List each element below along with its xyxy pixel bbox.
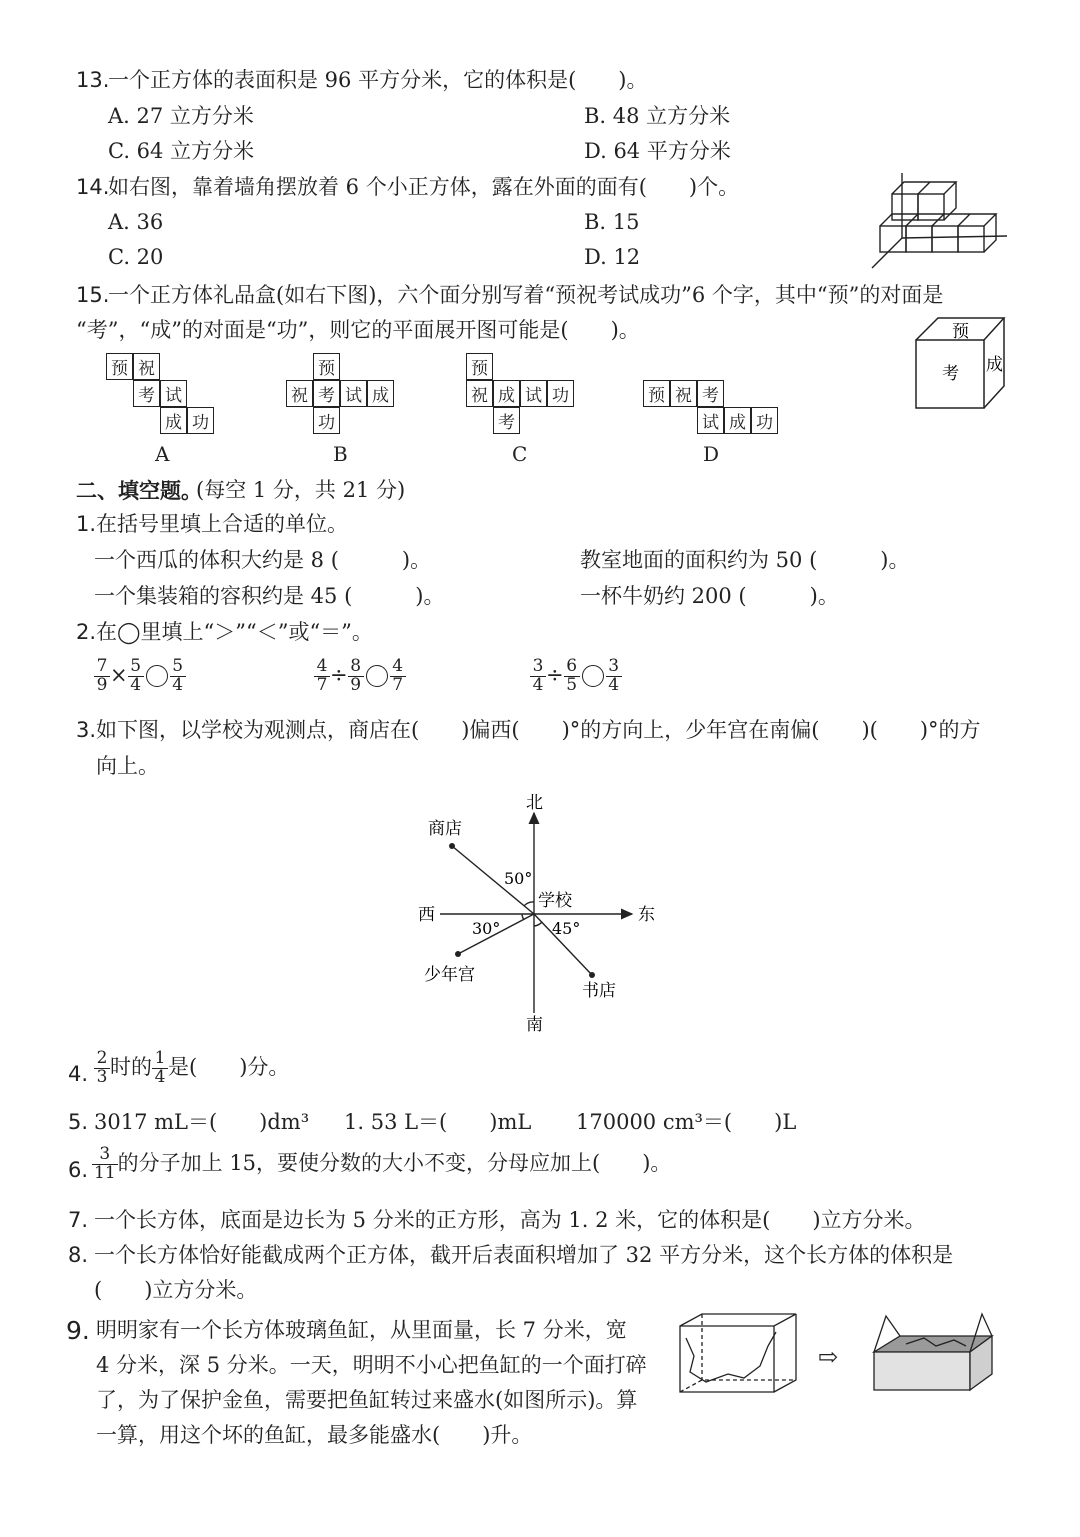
f2-expr-2: $\frac{4}{7}$ ÷ $\frac{8}{9}$ $\frac{4}{7}$ — [314, 658, 406, 695]
f4-expression: $\frac{2}{3}$ 时的 $\frac{1}{4}$ 是( )分。 — [94, 1050, 289, 1087]
rotated-fish-tank-figure — [866, 1312, 1004, 1396]
gift-box-cube — [912, 314, 1008, 410]
bookstore-label: 书店 — [582, 981, 616, 1001]
net-d-cell: 功 — [751, 407, 778, 434]
compare-circle-3[interactable] — [582, 665, 604, 687]
net-b-cell: 成 — [367, 380, 394, 407]
cube-top-label: 预 — [952, 322, 969, 342]
q13-option-b[interactable]: B. 48 立方分米 — [584, 104, 731, 128]
f5-item-a: 3017 mL＝( )dm³ — [94, 1110, 310, 1134]
east-label: 东 — [638, 905, 655, 925]
shop-label: 商店 — [428, 819, 462, 839]
angle-45-label: 45° — [552, 919, 581, 938]
net-b-cell: 祝 — [286, 380, 313, 407]
net-c-label: C — [512, 442, 528, 466]
f5-number: 5. — [68, 1110, 89, 1134]
f9-line1: 明明家有一个长方体玻璃鱼缸，从里面量，长 7 分米，宽 — [96, 1318, 627, 1342]
compare-circle-1[interactable] — [146, 665, 168, 687]
net-c-cell: 祝 — [466, 380, 493, 407]
f4-number: 4. — [68, 1062, 89, 1086]
f1-item-b: 教室地面的面积约为 50 ( )。 — [580, 548, 910, 572]
net-a-label: A — [155, 442, 170, 466]
stacked-cubes-figure — [862, 168, 1012, 270]
school-label: 学校 — [538, 891, 572, 911]
cube-side-label: 成 — [986, 355, 1003, 375]
net-b-cell: 预 — [313, 353, 340, 380]
q15-text-line2: “考”，“成”的对面是“功”，则它的平面展开图可能是( )。 — [76, 318, 640, 342]
section2-title: 二、填空题。 — [76, 478, 202, 503]
net-c-cell: 考 — [493, 407, 520, 434]
net-d-label: D — [703, 442, 720, 466]
f1-number: 1. — [76, 512, 97, 536]
net-a-cell: 考 — [133, 380, 160, 407]
f3-text-line2: 向上。 — [96, 754, 159, 778]
section2-note: (每空 1 分，共 21 分) — [196, 478, 406, 502]
net-a-cell: 功 — [187, 407, 214, 434]
net-d-cell: 祝 — [670, 380, 697, 407]
f7-number: 7. — [68, 1208, 89, 1232]
f3-number: 3. — [76, 718, 97, 742]
f8-text-line1: 一个长方体恰好能截成两个正方体，截开后表面积增加了 32 平方分米，这个长方体的体积是 — [94, 1243, 954, 1267]
f8-number: 8. — [68, 1243, 89, 1267]
net-a-cell: 祝 — [133, 353, 160, 380]
net-d-cell: 考 — [697, 380, 724, 407]
q14-number: 14. — [76, 175, 110, 199]
net-d-cell: 成 — [724, 407, 751, 434]
f9-line3: 了，为了保护金鱼，需要把鱼缸转过来盛水(如图所示)。算 — [96, 1388, 638, 1412]
net-b-label: B — [333, 442, 348, 466]
west-label: 西 — [418, 905, 435, 925]
net-a-cell: 成 — [160, 407, 187, 434]
south-label: 南 — [526, 1015, 543, 1035]
net-b-cell: 功 — [313, 407, 340, 434]
net-c-cell: 预 — [466, 353, 493, 380]
book-point — [589, 972, 595, 978]
f1-item-a: 一个西瓜的体积大约是 8 ( )。 — [94, 548, 432, 572]
angle-30-label: 30° — [472, 919, 501, 938]
q14-option-a[interactable]: A. 36 — [108, 210, 164, 234]
net-d-cell: 试 — [697, 407, 724, 434]
net-a-cell: 试 — [160, 380, 187, 407]
shop-point — [449, 843, 455, 849]
f2-text: 在◯里填上“＞”“＜”或“＝”。 — [96, 620, 373, 644]
transform-arrow-icon: ⇨ — [818, 1343, 839, 1371]
angle-50-label: 50° — [504, 869, 533, 888]
q14-option-b[interactable]: B. 15 — [584, 210, 640, 234]
youth-palace-label: 少年宫 — [424, 965, 475, 985]
youth-point — [455, 951, 461, 957]
f5-item-b: 1. 53 L＝( )mL — [344, 1110, 532, 1134]
q13-text: 一个正方体的表面积是 96 平方分米，它的体积是( )。 — [108, 68, 648, 92]
broken-fish-tank-figure — [672, 1308, 808, 1400]
f2-expr-3: $\frac{3}{4}$ ÷ $\frac{6}{5}$ $\frac{3}{4}$ — [530, 658, 622, 695]
q14-text: 如右图，靠着墙角摆放着 6 个小正方体，露在外面的面有( )个。 — [108, 175, 740, 199]
q15-number: 15. — [76, 283, 110, 307]
q14-option-d[interactable]: D. 12 — [584, 245, 641, 269]
f1-item-c: 一个集装箱的容积约是 45 ( )。 — [94, 584, 445, 608]
q15-text-line1: 一个正方体礼品盒(如右下图)，六个面分别写着“预祝考试成功”6 个字，其中“预”的对面是 — [108, 283, 944, 307]
compass-diagram — [410, 788, 670, 1038]
q13-option-d[interactable]: D. 64 平方分米 — [584, 139, 731, 163]
f9-number: 9. — [66, 1316, 90, 1345]
q13-option-a[interactable]: A. 27 立方分米 — [108, 104, 254, 128]
cube-front-label: 考 — [942, 364, 959, 384]
q14-option-c[interactable]: C. 20 — [108, 245, 164, 269]
net-b-cell: 试 — [340, 380, 367, 407]
net-a-cell: 预 — [106, 353, 133, 380]
f1-item-d: 一杯牛奶约 200 ( )。 — [580, 584, 839, 608]
net-c-cell: 成 — [493, 380, 520, 407]
f9-line4: 一算，用这个坏的鱼缸，最多能盛水( )升。 — [96, 1423, 533, 1447]
f7-text: 一个长方体，底面是边长为 5 分米的正方形，高为 1. 2 米，它的体积是( )立方分米。 — [94, 1208, 926, 1232]
net-d-cell: 预 — [643, 380, 670, 407]
q13-number: 13. — [76, 68, 110, 92]
f2-number: 2. — [76, 620, 97, 644]
compare-circle-2[interactable] — [366, 665, 388, 687]
f1-text: 在括号里填上合适的单位。 — [96, 512, 348, 536]
net-c-cell: 功 — [547, 380, 574, 407]
f2-expr-1: $\frac{7}{9}$ × $\frac{5}{4}$ $\frac{5}{4}$ — [94, 658, 186, 695]
f8-text-line2: ( )立方分米。 — [94, 1278, 258, 1302]
net-b-cell: 考 — [313, 380, 340, 407]
f6-expression: $\frac{3}{11}$ 的分子加上 15，要使分数的大小不变，分母应加上( )。 — [94, 1144, 672, 1183]
q13-option-c[interactable]: C. 64 立方分米 — [108, 139, 255, 163]
net-c-cell: 试 — [520, 380, 547, 407]
f9-line2: 4 分米，深 5 分米。一天，明明不小心把鱼缸的一个面打碎 — [96, 1353, 647, 1377]
north-label: 北 — [526, 793, 543, 813]
f6-number: 6. — [68, 1158, 89, 1182]
f5-item-c: 170000 cm³＝( )L — [576, 1110, 797, 1134]
f3-text-line1: 如下图，以学校为观测点，商店在( )偏西( )°的方向上，少年宫在南偏( )( )°的方 — [96, 718, 981, 742]
